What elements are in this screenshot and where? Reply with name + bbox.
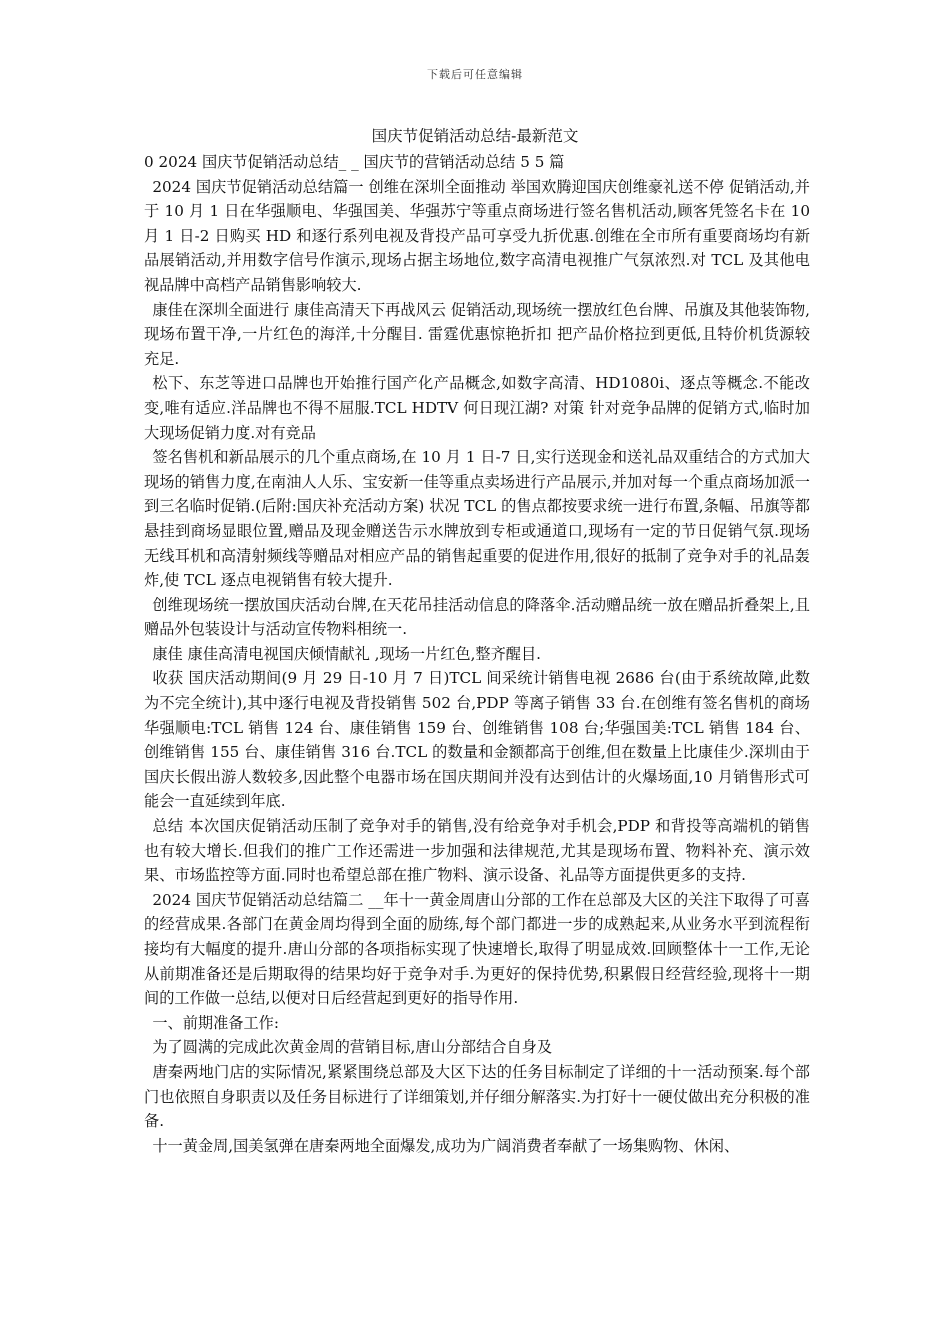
paragraph: 创维现场统一摆放国庆活动台牌,在天花吊挂活动信息的降落伞.活动赠品统一放在赠品折叠架上,且赠品外包装设计与活动宣传物料相统一. [144, 595, 810, 639]
document-title: 国庆节促销活动总结-最新范文 [371, 127, 579, 145]
paragraph: 签名售机和新品展示的几个重点商场,在 10 月 1 日-7 日,实行送现金和送礼品双重结合的方式加大现场的销售力度,在南油人人乐、宝安新一佳等重点卖场进行产品展示,并加对每一个重点商场加派一到三名临时促销.(后附:国庆补充活动方案) 状况 TCL 的售点都按要求统一进行布置,条幅、吊旗等都悬挂到商场显眼位置,赠品及现金赠送告示水牌放到专柜或通道口,现场有一定的节日促销气氛.现场无线耳机和高清射频线等赠品对相应产品的销售起重要的促进作用,很好的抵制了竞争对手的礼品轰炸,使 TCL 逐点电视销售有较大提升. [144, 448, 810, 590]
document-body [144, 150, 810, 1158]
paragraph: 松下、东芝等进口品牌也开始推行国产化产品概念,如数字高清、HD1080i、逐点等概念.不能改变,唯有适应.洋品牌也不得不屈服.TCL HDTV 何日现江湖? 对策 针对竞争品牌的促销方式,临时加大现场促销力度.对有竞品 [144, 374, 810, 442]
paragraph: 康佳在深圳全面进行 康佳高清天下再战风云 促销活动,现场统一摆放红色台牌、吊旗及其他装饰物,现场布置干净,一片红色的海洋,十分醒目. 雷霆优惠惊艳折扣 把产品价格拉到更低,且特价机货源较充足. [144, 300, 810, 368]
paragraph: 2024 国庆节促销活动总结篇二 __年十一黄金周唐山分部的工作在总部及大区的关注下取得了可喜的经营成果.各部门在黄金周均得到全面的励练,每个部门都进一步的成熟起来,从业务水平到流程衔接均有大幅度的提升.唐山分部的各项指标实现了快速增长,取得了明显成效.回顾整体十一工作,无论从前期准备还是后期取得的结果均好于竞争对手.为更好的保持优势,积累假日经营经验,现将十一期间的工作做一总结,以便对日后经营起到更好的指导作用. [144, 890, 810, 1008]
document-subtitle: 0 2024 国庆节促销活动总结_ _ 国庆节的营销活动总结 5 5 篇 [144, 153, 565, 171]
paragraph: 康佳 康佳高清电视国庆倾情献礼 ,现场一片红色,整齐醒目. [152, 644, 541, 663]
paragraph: 总结 本次国庆促销活动压制了竞争对手的销售,没有给竞争对手机会,PDP 和背投等高端机的销售也有较大增长.但我们的推广工作还需进一步加强和法律规范,尤其是现场布置、物料补充、演示效果、市场监控等方面.同时也希望总部在推广物料、演示设备、礼品等方面提供更多的支持. [144, 817, 810, 885]
paragraph: 为了圆满的完成此次黄金周的营销目标,唐山分部结合自身及 [152, 1038, 553, 1057]
header-note: 下载后可任意编辑 [427, 68, 523, 81]
paragraph: 唐秦两地门店的实际情况,紧紧围绕总部及大区下达的任务目标制定了详细的十一活动预案.每个部门也依照自身职责以及任务目标进行了详细策划,并仔细分解落实.为打好十一硬仗做出充分积极的准备. [144, 1062, 810, 1131]
paragraph: 2024 国庆节促销活动总结篇一 创维在深圳全面推动 举国欢腾迎国庆创维豪礼送不停 促销活动,并于 10 月 1 日在华强顺电、华强国美、华强苏宁等重点商场进行签名售机活动,顾客凭签名卡在 10 月 1 日-2 日购买 HD 和逐行系列电视及背投产品可享受九折优惠.创维在全市所有重要商场均有新品展销活动,并用数字信号作演示,现场占据主场地位,数字高清电视推广气氛浓烈.对 TCL 及其他电视品牌中高档产品销售影响较大. [144, 177, 810, 294]
section-heading: 一、前期准备工作: [152, 1013, 279, 1032]
paragraph: 十一黄金周,国美氢弹在唐秦两地全面爆发,成功为广阔消费者奉献了一场集购物、休闲、 [152, 1136, 740, 1155]
paragraph: 收获 国庆活动期间(9 月 29 日-10 月 7 日)TCL 间采统计销售电视 2686 台(由于系统故障,此数为不完全统计),其中逐行电视及背投销售 502 台,PDP 等离子销售 33 台.在创维有签名售机的商场华强顺电:TCL 销售 124 台、康佳销售 159 台、创维销售 108 台;华强国美:TCL 销售 184 台、创维销售 155 台、康佳销售 316 台.TCL 的数量和金额都高于创维,但在数量上比康佳少.深圳由于国庆长假出游人数较多,因此整个电器市场在国庆期间并没有达到估计的火爆场面,10 月销售形式可能会一直延续到年底. [144, 669, 810, 811]
